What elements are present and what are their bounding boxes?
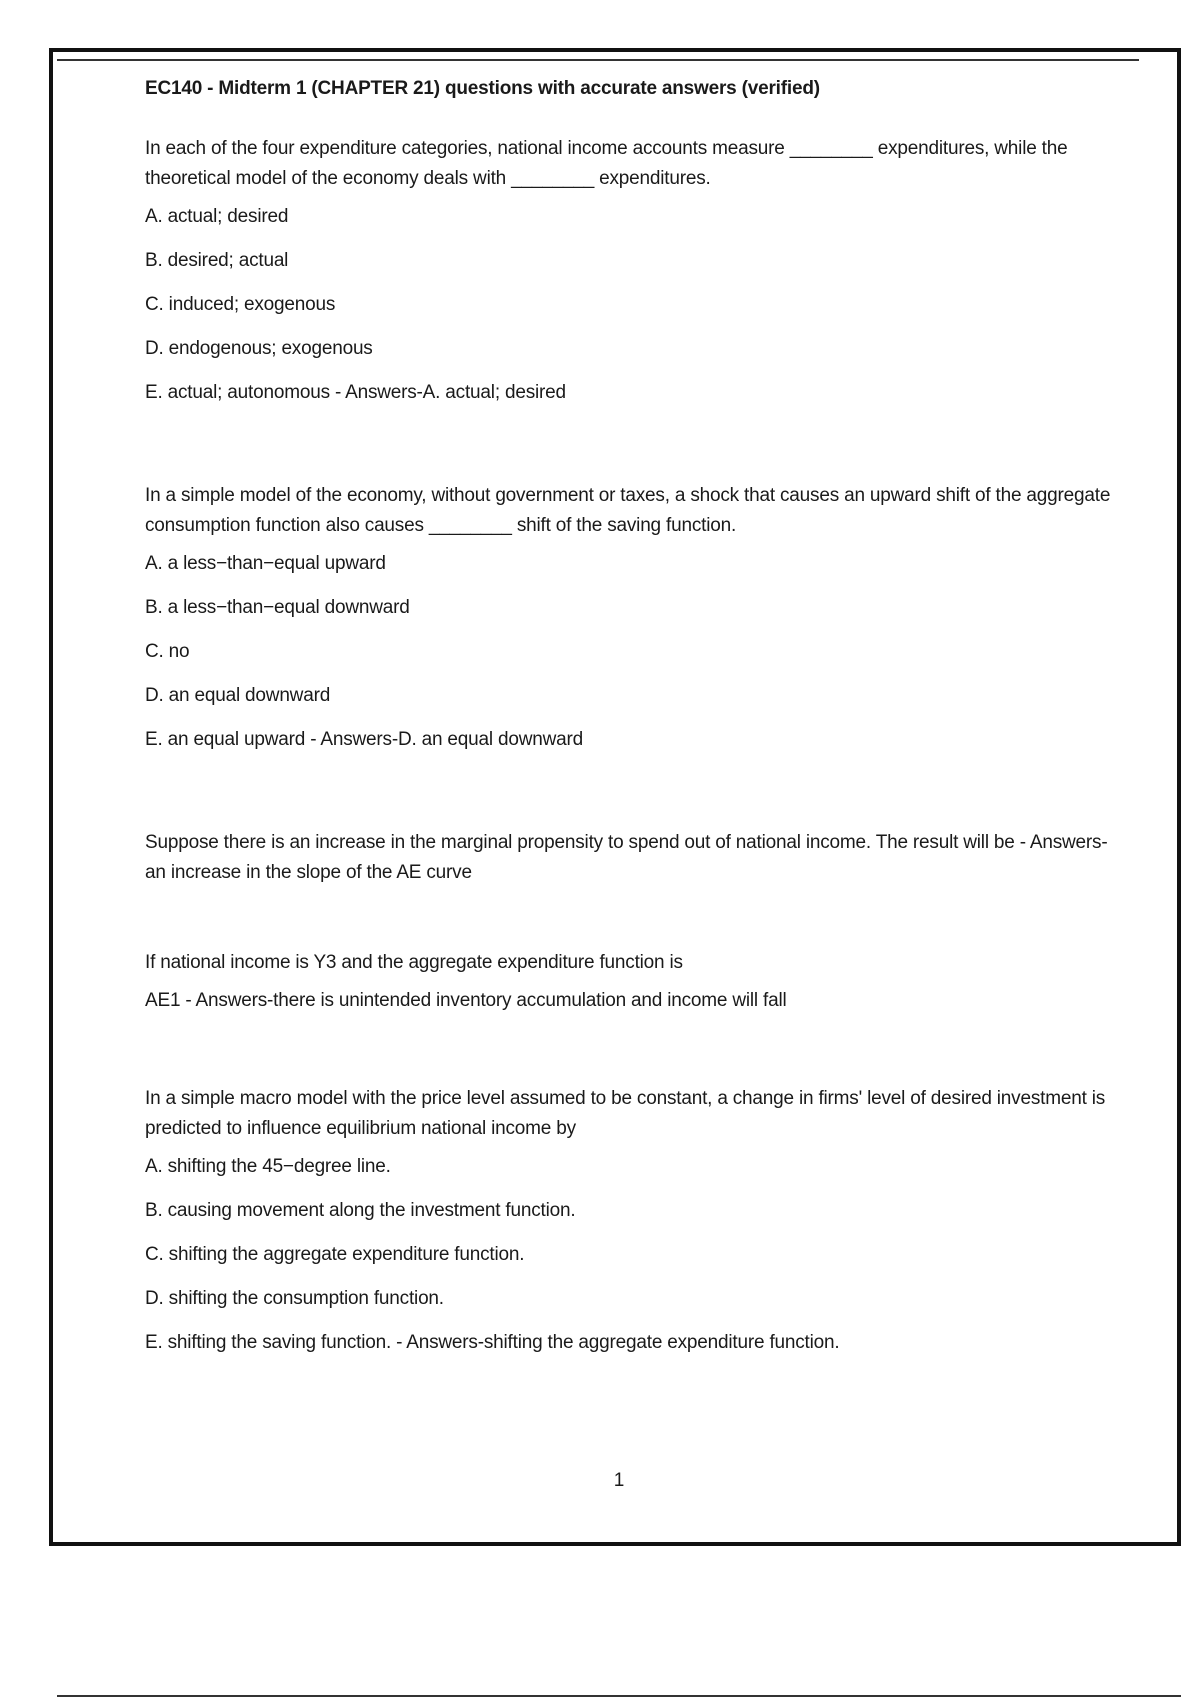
answer-option: B. causing movement along the investment function. — [145, 1200, 576, 1221]
question-5 — [145, 1084, 1125, 1356]
question-stem: In each of the four expenditure categories, national income accounts measure ________ expenditures, while the theoretical model of the economy deals with ________ expenditures. — [145, 138, 1068, 189]
question-stem: In a simple model of the economy, without government or taxes, a shock that causes an upward shift of the aggregate consumption function also causes ________ shift of the saving function. — [145, 485, 1111, 536]
question-2 — [145, 481, 1125, 753]
question-stem: In a simple macro model with the price level assumed to be constant, a change in firms' level of desired investment is predicted to influence equilibrium national income by — [145, 1088, 1106, 1139]
bottom-rule — [57, 1695, 1181, 1697]
answer-option: D. an equal downward — [145, 685, 331, 706]
answer-option: D. shifting the consumption function. — [145, 1288, 444, 1309]
question-4 — [145, 948, 1125, 1014]
answer-option: A. a less−than−equal upward — [145, 553, 386, 574]
top-rule — [57, 59, 1139, 61]
answer-option: C. shifting the aggregate expenditure function. — [145, 1244, 525, 1265]
answer-option: E. actual; autonomous - Answers-A. actual; desired — [145, 382, 566, 403]
answer-option: E. an equal upward - Answers-D. an equal downward — [145, 729, 584, 750]
answer-option: B. desired; actual — [145, 250, 289, 271]
question-3 — [145, 828, 1125, 888]
question-1 — [145, 134, 1125, 406]
answer-option: C. induced; exogenous — [145, 294, 336, 315]
answer-option: AE1 - Answers-there is unintended inventory accumulation and income will fall — [145, 990, 787, 1011]
page-frame — [49, 48, 1181, 1546]
answer-option: C. no — [145, 641, 190, 662]
page-number: 1 — [613, 1470, 625, 1491]
question-stem: Suppose there is an increase in the marginal propensity to spend out of national income. The result will be - Answers-an increase in the slope of the AE curve — [145, 832, 1108, 883]
answer-option: B. a less−than−equal downward — [145, 597, 410, 618]
answer-option: D. endogenous; exogenous — [145, 338, 373, 359]
document-title: EC140 - Midterm 1 (CHAPTER 21) questions with accurate answers (verified) — [145, 78, 820, 99]
answer-option: A. actual; desired — [145, 206, 289, 227]
answer-option: A. shifting the 45−degree line. — [145, 1156, 391, 1177]
question-stem: If national income is Y3 and the aggregate expenditure function is — [145, 952, 683, 973]
answer-option: E. shifting the saving function. - Answers-shifting the aggregate expenditure function. — [145, 1332, 840, 1353]
document-body — [145, 76, 1125, 1353]
